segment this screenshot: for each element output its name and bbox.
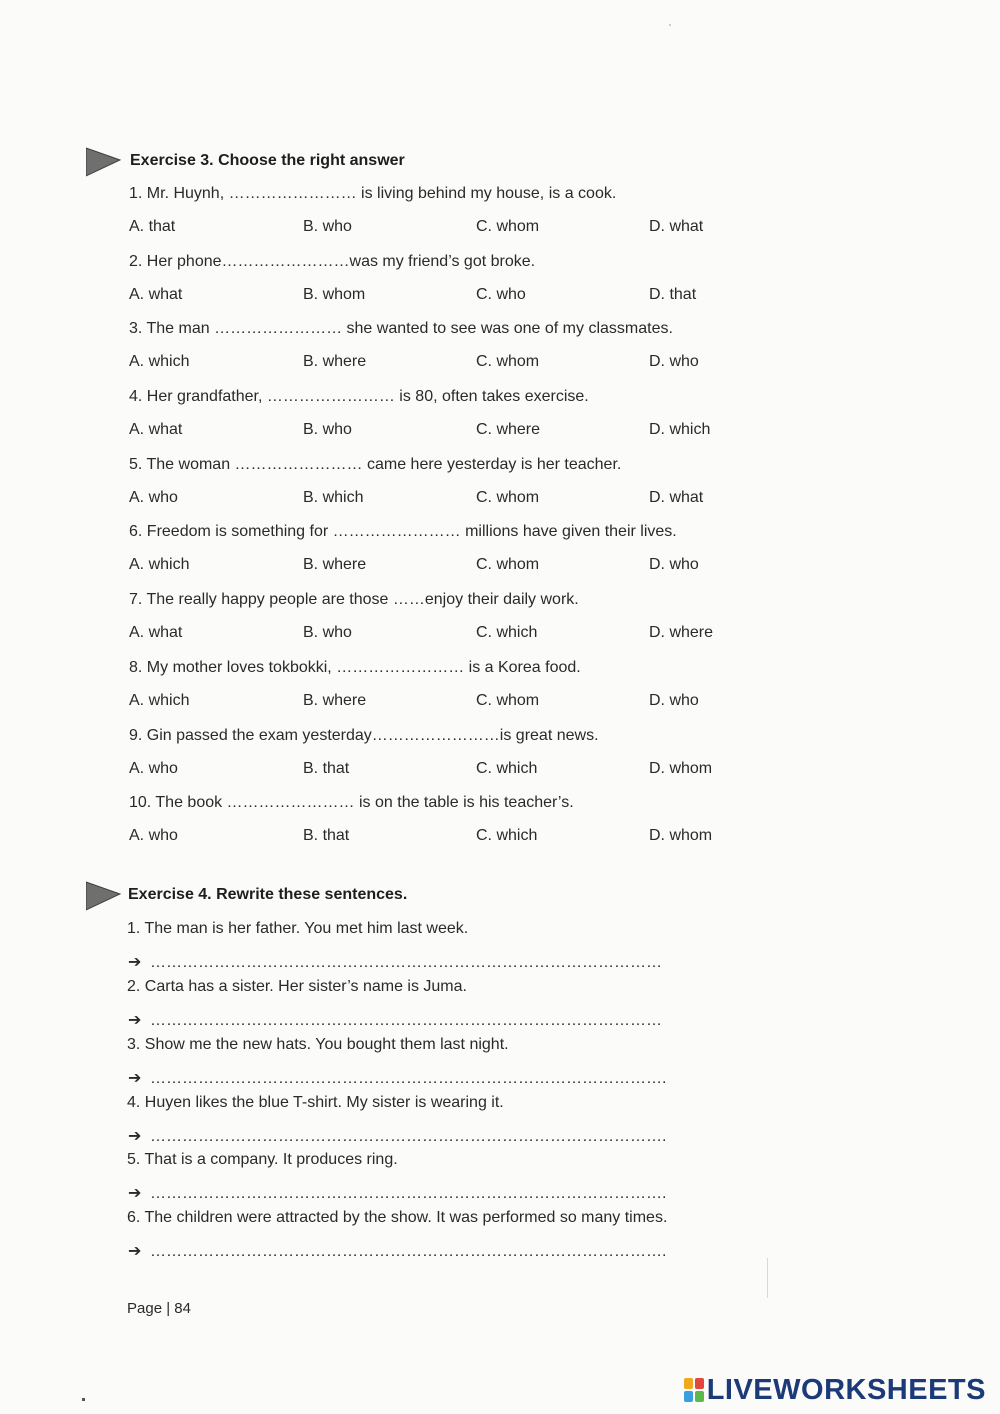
exercise-3-title: Exercise 3. Choose the right answer (130, 152, 405, 169)
answer-options (129, 218, 769, 240)
option-c[interactable]: C. whom (476, 218, 540, 235)
question-text: 4. Her grandfather, …………………… is 80, often takes exercise. (129, 388, 589, 405)
option-c[interactable]: C. whom (476, 556, 540, 573)
option-c[interactable]: C. whom (476, 692, 540, 709)
answer-options (129, 556, 769, 578)
option-c[interactable]: C. where (476, 421, 541, 438)
play-arrow-icon (86, 146, 122, 178)
option-d[interactable]: D. where (649, 624, 714, 641)
answer-options (129, 421, 769, 443)
answer-options (129, 624, 769, 646)
answer-line[interactable] (128, 1241, 666, 1261)
page-number: Page | 84 (127, 1300, 191, 1317)
option-a[interactable]: A. who (129, 827, 178, 844)
answer-line[interactable] (128, 1010, 662, 1030)
answer-blank[interactable]: ……………………………………………………………………………………. (150, 1070, 667, 1087)
exercise-4-header (86, 880, 686, 916)
exercise-3-header (86, 146, 686, 182)
answer-blank[interactable]: …………………………………………………………………………………… (150, 954, 662, 971)
right-arrow-icon: ➔ (128, 1243, 142, 1260)
right-arrow-icon: ➔ (128, 1012, 142, 1029)
exercise-4-title: Exercise 4. Rewrite these sentences. (128, 886, 408, 903)
option-a[interactable]: A. what (129, 421, 183, 438)
scan-speck (82, 1398, 85, 1401)
option-b[interactable]: B. that (303, 760, 350, 777)
option-d[interactable]: D. what (649, 218, 704, 235)
option-a[interactable]: A. which (129, 353, 190, 370)
brand-logo (684, 1374, 986, 1406)
option-d[interactable]: D. whom (649, 827, 713, 844)
option-b[interactable]: B. who (303, 624, 352, 641)
play-arrow-icon (86, 880, 122, 912)
option-b[interactable]: B. where (303, 556, 367, 573)
option-a[interactable]: A. what (129, 286, 183, 303)
question-text: 5. The woman …………………… came here yesterday is her teacher. (129, 456, 622, 473)
right-arrow-icon: ➔ (128, 1185, 142, 1202)
sentence-text: 1. The man is her father. You met him last week. (127, 920, 469, 937)
option-d[interactable]: D. who (649, 556, 699, 573)
question-text: 9. Gin passed the exam yesterday……………………is great news. (129, 727, 599, 744)
question-text: 2. Her phone……………………was my friend’s got broke. (129, 253, 536, 270)
option-c[interactable]: C. which (476, 624, 538, 641)
question-text: 7. The really happy people are those ……enjoy their daily work. (129, 591, 579, 608)
option-a[interactable]: A. which (129, 692, 190, 709)
option-b[interactable]: B. who (303, 218, 352, 235)
answer-blank[interactable]: ……………………………………………………………………………………. (150, 1128, 667, 1145)
answer-options (129, 827, 769, 849)
question-text: 6. Freedom is something for …………………… millions have given their lives. (129, 523, 677, 540)
logo-mark-icon (684, 1378, 704, 1402)
right-arrow-icon: ➔ (128, 954, 142, 971)
option-d[interactable]: D. that (649, 286, 697, 303)
right-arrow-icon: ➔ (128, 1070, 142, 1087)
answer-options (129, 692, 769, 714)
option-b[interactable]: B. which (303, 489, 364, 506)
question-text: 1. Mr. Huynh, …………………… is living behind my house, is a cook. (129, 185, 617, 202)
option-c[interactable]: C. who (476, 286, 526, 303)
answer-blank[interactable]: ……………………………………………………………………………………. (150, 1185, 667, 1202)
sentence-text: 6. The children were attracted by the show. It was performed so many times. (127, 1209, 668, 1226)
option-d[interactable]: D. which (649, 421, 711, 438)
option-c[interactable]: C. whom (476, 489, 540, 506)
option-b[interactable]: B. where (303, 353, 367, 370)
option-a[interactable]: A. that (129, 218, 176, 235)
right-arrow-icon: ➔ (128, 1128, 142, 1145)
answer-options (129, 760, 769, 782)
sentence-text: 2. Carta has a sister. Her sister’s name is Juma. (127, 978, 467, 995)
answer-line[interactable] (128, 952, 662, 972)
option-d[interactable]: D. what (649, 489, 704, 506)
sentence-text: 5. That is a company. It produces ring. (127, 1151, 398, 1168)
option-c[interactable]: C. which (476, 827, 538, 844)
answer-options (129, 286, 769, 308)
sentence-text: 4. Huyen likes the blue T-shirt. My sister is wearing it. (127, 1094, 504, 1111)
answer-blank[interactable]: …………………………………………………………………………………… (150, 1012, 662, 1029)
brand-name: LIVEWORKSHEETS (706, 1373, 986, 1406)
answer-line[interactable] (128, 1068, 666, 1088)
scan-speck (767, 1258, 768, 1298)
option-b[interactable]: B. that (303, 827, 350, 844)
answer-line[interactable] (128, 1183, 666, 1203)
option-b[interactable]: B. who (303, 421, 352, 438)
sentence-text: 3. Show me the new hats. You bought them last night. (127, 1036, 509, 1053)
option-c[interactable]: C. whom (476, 353, 540, 370)
option-a[interactable]: A. who (129, 760, 178, 777)
question-text: 3. The man …………………… she wanted to see was one of my classmates. (129, 320, 673, 337)
option-b[interactable]: B. where (303, 692, 367, 709)
option-d[interactable]: D. whom (649, 760, 713, 777)
option-d[interactable]: D. who (649, 692, 699, 709)
answer-options (129, 489, 769, 511)
option-b[interactable]: B. whom (303, 286, 366, 303)
option-c[interactable]: C. which (476, 760, 538, 777)
question-text: 8. My mother loves tokbokki, …………………… is a Korea food. (129, 659, 581, 676)
option-a[interactable]: A. which (129, 556, 190, 573)
option-a[interactable]: A. who (129, 489, 178, 506)
question-text: 10. The book …………………… is on the table is his teacher’s. (129, 794, 574, 811)
answer-options (129, 353, 769, 375)
answer-blank[interactable]: ……………………………………………………………………………………. (150, 1243, 667, 1260)
answer-line[interactable] (128, 1126, 666, 1146)
scan-speck (669, 24, 671, 26)
option-d[interactable]: D. who (649, 353, 699, 370)
option-a[interactable]: A. what (129, 624, 183, 641)
